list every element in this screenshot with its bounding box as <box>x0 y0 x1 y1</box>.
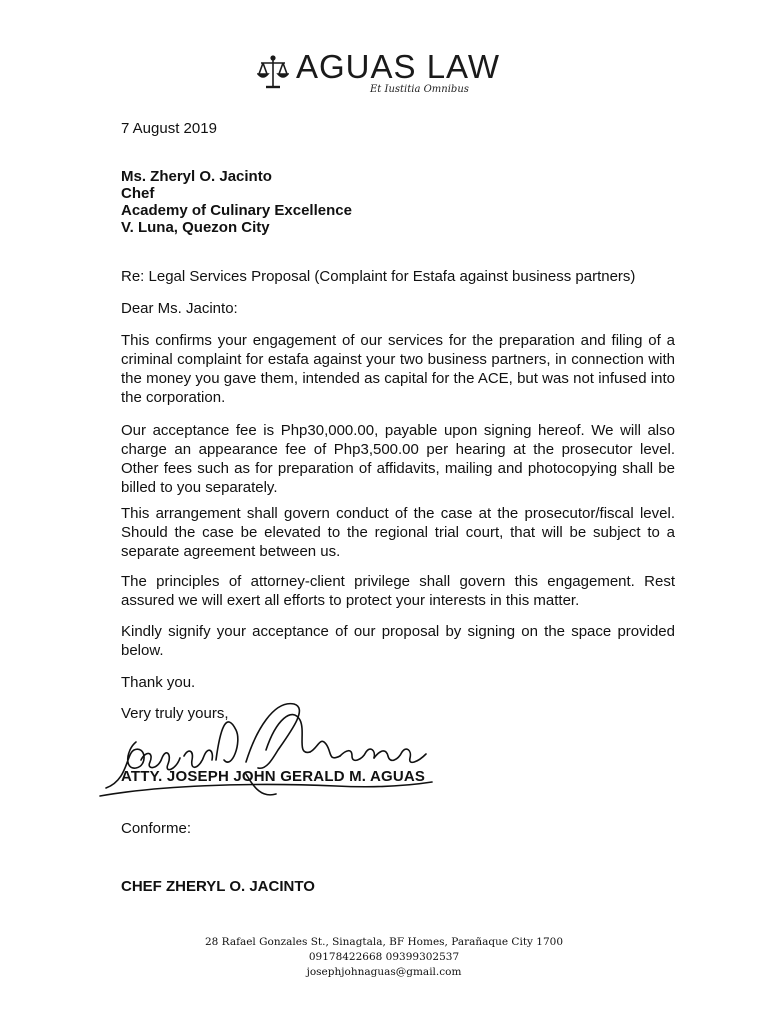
body-paragraph: Kindly signify your acceptance of our proposal by signing on the space provided below. <box>121 623 675 659</box>
closing-line: Very truly yours, <box>121 705 229 722</box>
addressee-title: Chef <box>121 185 155 202</box>
footer-address: 28 Rafael Gonzales St., Sinagtala, BF Homes, Parañaque City 1700 <box>204 936 564 948</box>
thanks-line: Thank you. <box>121 674 196 691</box>
footer-phones: 09178422668 09399302537 <box>308 951 460 963</box>
body-paragraph: This confirms your engagement of our services for the preparation and filing of a criminal complaint for estafa against your two business partners, in connection with the money you gave them, intended as capital for the ACE, but was not infused into the corporation. <box>121 332 675 406</box>
scales-of-justice-icon <box>257 54 289 92</box>
firm-motto: Et Iustitia Omnibus <box>370 84 469 95</box>
addressee-address: V. Luna, Quezon City <box>121 219 270 236</box>
body-paragraph: This arrangement shall govern conduct of the case at the prosecutor/fiscal level. Should the case be elevated to the regional trial court, that will be subject to a separate agreement between us. <box>121 505 675 560</box>
letterhead <box>0 48 768 108</box>
addressee-block <box>121 168 676 236</box>
salutation: Dear Ms. Jacinto: <box>121 300 238 317</box>
subject-line: Re: Legal Services Proposal (Complaint for Estafa against business partners) <box>121 268 636 285</box>
addressee-name: Ms. Zheryl O. Jacinto <box>121 168 272 185</box>
firm-name: AGUAS LAW <box>296 48 500 85</box>
signatory-name: ATTY. JOSEPH JOHN GERALD M. AGUAS <box>121 768 426 785</box>
body-paragraph: The principles of attorney-client privilege shall govern this engagement. Rest assured we will exert all efforts to protect your interests in this matter. <box>121 573 675 609</box>
handwritten-signature <box>96 690 436 820</box>
conforme-label: Conforme: <box>121 820 192 837</box>
body-paragraph: Our acceptance fee is Php30,000.00, payable upon signing hereof. We will also charge an appearance fee of Php3,500.00 per hearing at the prosecutor level. Other fees such as for preparation of affidavits, mailing and photocopying shall be billed to you separately. <box>121 422 675 496</box>
footer-contact <box>0 935 768 980</box>
client-signatory-name: CHEF ZHERYL O. JACINTO <box>121 878 315 895</box>
addressee-organization: Academy of Culinary Excellence <box>121 202 352 219</box>
footer-email: josephjohnaguas@gmail.com <box>306 966 462 978</box>
letter-date: 7 August 2019 <box>121 120 217 137</box>
